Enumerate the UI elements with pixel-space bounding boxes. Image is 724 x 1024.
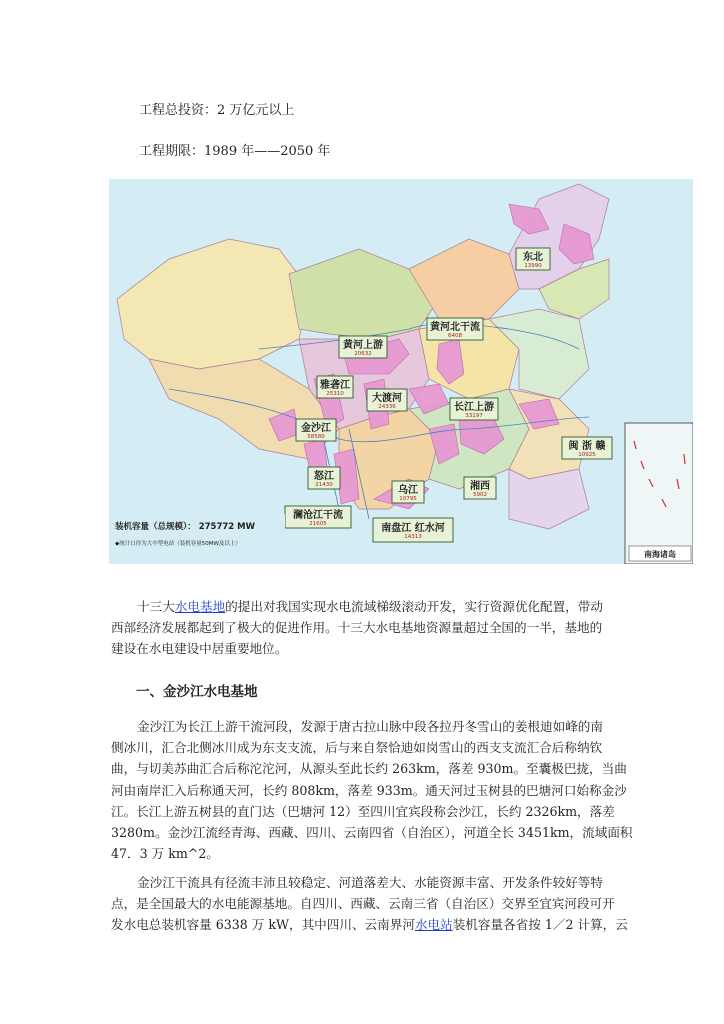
base-value: 6408 — [448, 333, 462, 339]
base-label — [464, 477, 496, 499]
base-label — [308, 467, 340, 489]
base-value: 5902 — [473, 492, 487, 498]
base-label — [516, 248, 550, 270]
base-label — [562, 437, 612, 459]
paragraph-line: 金沙江为长江上游干流河段，发源于唐古拉山脉中段各拉丹冬雪山的姜根迪如峰的南 — [137, 719, 603, 734]
base-value: 24336 — [378, 404, 396, 410]
base-label — [367, 389, 407, 411]
base-value: 13990 — [524, 263, 542, 269]
base-name: 金沙江 — [301, 423, 331, 434]
paragraph-line: 河由南岸汇入后称通天河，长约 808km，落差 933m。通天河过玉树县的巴塘河口始称金沙 — [111, 782, 627, 798]
base-value: 21430 — [315, 482, 333, 488]
paragraph-line: 金沙江干流具有径流丰沛且较稳定、河道落差大、水能资源丰富、开发条件较好等特 — [137, 875, 603, 890]
base-value: 33197 — [465, 413, 483, 419]
legend-total: 装机容量（总规模）： 275772 MW — [115, 522, 255, 532]
base-value: 14313 — [404, 534, 422, 540]
base-label — [373, 518, 453, 542]
period-line: 工程期限：1989 年——2050 年 — [139, 144, 331, 159]
base-value: 10925 — [578, 452, 596, 458]
base-label — [427, 318, 483, 340]
jinsha-paragraph-2 — [111, 872, 628, 936]
base-name: 大渡河 — [372, 393, 402, 404]
base-name: 湘西 — [470, 481, 490, 492]
base-value: 20632 — [354, 351, 372, 357]
base-label — [285, 506, 351, 528]
paragraph-line: 47．3 万 km^2。 — [111, 846, 219, 862]
base-name: 长江上游 — [454, 402, 494, 413]
paragraph-line: 点，是全国最大的水电能源基地。自四川、西藏、云南三省（自治区）交界至宜宾河段可开 — [111, 896, 615, 912]
inset-label: 南海诸岛 — [644, 550, 676, 559]
intro-text-rest: 的提出对我国实现水电流域梯级滚动开发，实行资源优化配置，带动 — [225, 599, 603, 614]
base-name: 怒江 — [314, 471, 334, 482]
paragraph-line: 侧冰川，汇合北侧冰川成为东支支流，后与来自祭恰迪如岗雪山的西支支流汇合后称纳钦 — [111, 740, 603, 756]
paragraph-text: 装机容量各省按 1／2 计算，云 — [452, 917, 628, 933]
base-label — [392, 481, 424, 503]
intro-line-3: 建设在水电建设中居重要地位。 — [111, 641, 288, 657]
hydropower-map — [109, 179, 693, 564]
base-name: 澜沧江干流 — [293, 510, 343, 521]
jinsha-paragraph-1 — [111, 716, 633, 864]
base-name: 闽 浙 赣 — [568, 441, 606, 452]
base-label — [339, 336, 387, 358]
paragraph-text: 发水电总装机容量 6338 万 kW，其中四川、云南界河 — [111, 917, 415, 933]
paragraph-line: 3280m。金沙江流经青海、西藏、四川、云南四省（自治区），河道全长 3451km，流域面积 — [111, 825, 633, 841]
base-label — [317, 376, 353, 398]
section-heading: 一、金沙江水电基地 — [136, 684, 258, 700]
base-value: 58580 — [307, 434, 325, 440]
base-name: 东北 — [523, 252, 543, 263]
base-name: 黄河上游 — [343, 340, 383, 351]
intro-paragraph — [111, 596, 611, 660]
base-name: 黄河北干流 — [430, 322, 480, 333]
base-label — [296, 419, 336, 441]
investment-line: 工程总投资：2 万亿元以上 — [139, 103, 295, 118]
intro-line-2: 西部经济发展都起到了极大的促进作用。十三大水电基地资源量超过全国的一半，基地的 — [111, 620, 603, 636]
base-name: 乌江 — [398, 485, 418, 496]
base-value: 25310 — [326, 391, 344, 397]
hydropower-base-link[interactable]: 水电基地 — [174, 599, 226, 614]
legend-note: ◆统计口径为大中型电站（装机容量50MW及以上） — [115, 541, 241, 547]
base-label — [450, 398, 498, 420]
paragraph-line: 曲，与切美苏曲汇合后称沱沱河，从源头至此长约 263km，落差 930m。至囊极巴拢，当曲 — [111, 761, 627, 777]
base-name: 南盘江 红水河 — [381, 523, 445, 534]
base-name: 雅砻江 — [320, 380, 350, 391]
intro-text-start: 十三大 — [137, 599, 175, 614]
base-value: 21605 — [309, 521, 327, 527]
hydropower-station-link[interactable]: 水电站 — [414, 917, 453, 933]
paragraph-line: 江。长江上游五树县的直门达（巴塘河 12）至四川宜宾段称会沙江，长约 2326km，落差 — [111, 803, 615, 819]
base-value: 10795 — [399, 496, 417, 502]
